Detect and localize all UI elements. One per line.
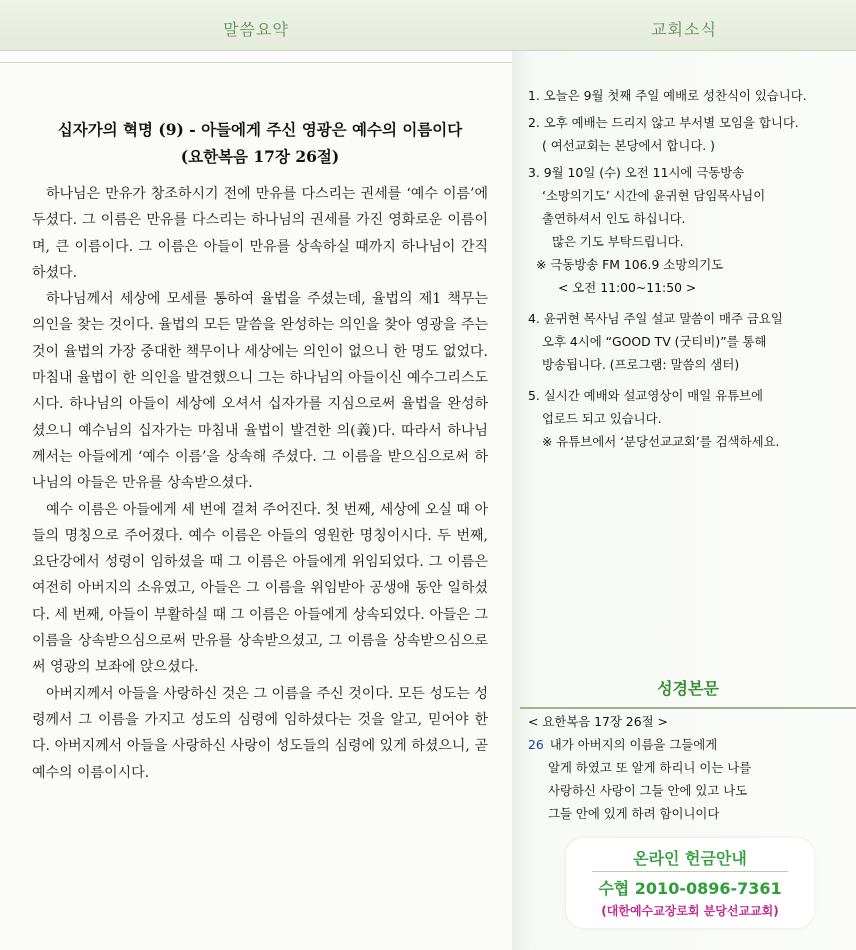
sermon-paragraph: 하나님께서 세상에 모세를 통하여 율법을 주셨는데, 율법의 제1 책무는 의인을 찾는 것이다. 율법의 모든 말씀을 완성하는 의인을 찾아 영광을 주는 것이 율법의 가장 중대한 책무이나 세상에는 의인이 없으니 한 명도 없었다. 마침내 율법이 한 의인을 발견했으니 그는 하나님의 아들이신 예수그리스도시다. 하나님의 아들이 세상에 오셔서 십자가를 지심으로써 율법을 완성하셨으니 예수님의 십자가는 마침내 율법이 발견한 의(義)다. 따라서 하나님께서는 아들에게 ‘예수 이름’을 상속해 주셨다. 그 이름을 받으심으로써 하나님의 아들은 만유를 상속받으셨다. [32,291,488,492]
news-line: 3. 9월 10일 (수) 오전 11시에 극동방송 [528,165,745,180]
church-news-header [512,0,856,51]
bible-text-title: 성경본문 [657,679,719,698]
bible-ref: < 요한복음 17장 26절 > [528,714,668,729]
news-item-4 [528,307,828,376]
verse-text: 내가 아버지의 이름을 그들에게 [549,737,718,752]
bible-text-header [520,672,856,712]
church-news-header-title: 교회소식 [651,22,717,39]
sermon-summary-header-title: 말씀요약 [223,22,289,39]
verse-line [528,733,838,756]
news-note: ※ 극동방송 FM 106.9 소망의기도 [536,257,724,272]
bible-text [528,710,838,825]
news-line: ‘소망의기도’ 시간에 윤귀현 담임목사님이 [542,188,766,203]
verse-line: 사랑하신 사랑이 그들 안에 있고 나도 [548,783,748,798]
bank-account: 수협 2010-0896-7361 [598,879,782,898]
church-name: (대한예수교장로회 분당선교교회) [601,904,779,918]
sermon-summary-header [0,0,512,51]
news-note: ※ 유튜브에서 ‘분당선교교회’를 검색하세요. [542,434,780,449]
verse-number: 26 [528,737,544,752]
news-line: 4. 윤귀현 목사님 주일 설교 말씀이 매주 금요일 [528,311,783,326]
online-offering-box [566,838,814,928]
bible-divider [520,707,856,709]
news-line: 방송됩니다. (프로그램: 말씀의 샘터) [542,357,740,372]
verse-line: 그들 안에 있게 하려 함이니이다 [548,806,720,821]
news-item-5 [528,384,828,453]
news-line: 업로드 되고 있습니다. [542,411,662,426]
sermon-paragraph: 예수 이름은 아들에게 세 번에 걸쳐 주어진다. 첫 번째, 세상에 오실 때 아들의 명칭으로 주어졌다. 예수 이름은 아들의 영원한 명칭이시다. 두 번째, 요단강에서 성령이 임하셨을 때 그 이름은 아들에게 위임되었다. 그 이름은 여전히 아버지의 소유였고, 아들은 그 이름을 위임받아 공생애 동안 일하셨다. 세 번째, 아들이 부활하실 때 그 이름은 아들에게 상속되었다. 아들은 그 이름을 상속받으심으로써 만유를 상속받으셨고, 그 이름을 상속받으심으로써 영광의 보좌에 앉으셨다. [32,501,488,676]
news-line: 2. 오후 예배는 드리지 않고 부서별 모임을 합니다. [528,115,799,130]
header-divider [0,62,512,63]
online-offering-title: 온라인 헌금안내 [633,849,747,868]
news-item-3 [528,161,828,299]
sermon-body [32,181,488,786]
news-line: 많은 기도 부탁드립니다. [552,234,684,249]
sermon-title-block [30,116,490,170]
church-news-list [528,84,828,457]
online-offering-divider [592,871,788,872]
sermon-paragraph: 하나님은 만유가 창조하시기 전에 만유를 다스리는 권세를 ‘예수 이름’에 두셨다. 그 이름은 만유를 다스리는 하나님의 권세를 가진 영화로운 이름이며, 큰 이름이다. 그 이름은 아들이 만유를 상속하실 때까지 하나님이 간직하셨다. [32,186,488,281]
news-item-2 [528,111,828,157]
sermon-paragraph: 아버지께서 아들을 사랑하신 것은 그 이름을 주신 것이다. 모든 성도는 성령께서 그 이름을 가지고 성도의 심령에 임하셨다는 것을 알고, 믿어야 한다. 아버지께서 아들을 사랑하신 사랑이 성도들의 심령에 있게 하셨으니, 곧 예수의 이름이시다. [32,685,488,781]
news-line: ( 여선교회는 본당에서 합니다. ) [542,138,715,153]
sermon-scripture-ref: (요한복음 17장 26절) [180,147,340,166]
news-item-1 [528,84,828,107]
news-line: 오후 4시에 “GOOD TV (굿티비)”를 통해 [542,334,767,349]
news-line: 출연하셔서 인도 하십니다. [542,211,686,226]
news-line: 5. 실시간 예배와 설교영상이 매일 유튜브에 [528,388,763,403]
news-line: 1. 오늘은 9월 첫째 주일 예배로 성찬식이 있습니다. [528,88,807,103]
verse-line: 알게 하였고 또 알게 하리니 이는 나를 [548,760,752,775]
sermon-title: 십자가의 혁명 (9) - 아들에게 주신 영광은 예수의 이름이다 [57,120,463,139]
news-line: < 오전 11:00~11:50 > [558,280,697,295]
